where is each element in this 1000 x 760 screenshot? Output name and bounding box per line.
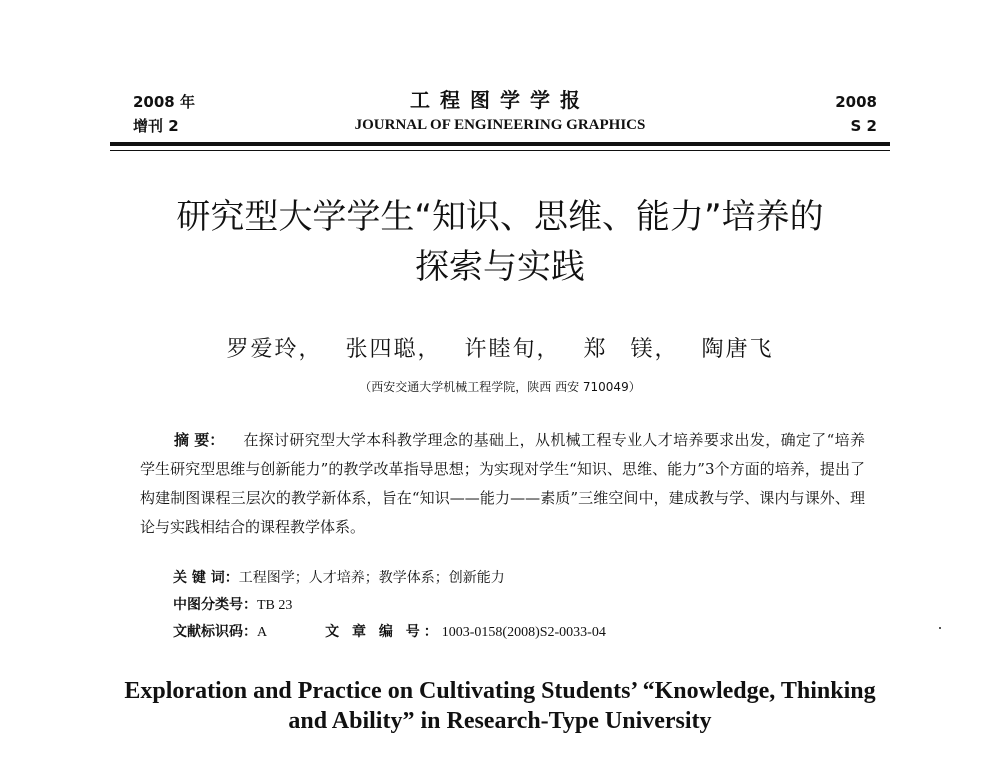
paper-title-en-line2: and Ability” in Research-Type University — [288, 708, 712, 734]
header-right — [835, 90, 877, 138]
header-year-cn: 2008 年 — [133, 93, 195, 111]
clc-row — [173, 592, 606, 619]
paper-title-cn-line2: 探索与实践 — [415, 247, 585, 287]
author: 许睦旬， — [464, 337, 561, 362]
paper-title-en-line1: Exploration and Practice on Cultivating Students’ “Knowledge, Thinking — [124, 678, 876, 704]
doc-code-label: 文献标识码： — [173, 624, 257, 640]
journal-title-en: JOURNAL OF ENGINEERING GRAPHICS — [354, 117, 646, 133]
header-issue-cn: 增刊 2 — [133, 117, 179, 135]
article-metadata — [173, 565, 606, 646]
doc-code-row — [173, 619, 606, 646]
header-rule-thick — [110, 142, 890, 146]
author: 张四聪， — [345, 337, 442, 362]
abstract-text: 在探讨研究型大学本科教学理念的基础上，从机械工程专业人才培养要求出发，确定了“培养学生研究型思维与创新能力”的教学改革指导思想；为实现对学生“知识、思维、能力”3个方面的培养，提出了构建制图课程三层次的教学新体系，旨在“知识——能力——素质”三维空间中，建成教与学、课内与课外、理论与实践相结合的课程教学体系。 — [140, 431, 865, 536]
article-no-value: 1003-0158(2008)S2-0033-04 — [441, 625, 606, 640]
header-left — [133, 90, 195, 138]
header-rule-thin — [110, 150, 890, 151]
paper-title-en — [90, 676, 910, 736]
keywords-row — [173, 565, 606, 592]
keywords-label: 关 键 词： — [173, 570, 239, 586]
header-issue: S 2 — [850, 117, 877, 135]
paper-title-cn-line1: 研究型大学学生“知识、思维、能力”培养的 — [176, 197, 824, 237]
journal-masthead — [300, 86, 700, 136]
author: 郑 镁， — [583, 337, 679, 362]
paper-title-cn — [100, 192, 900, 292]
author: 陶唐飞 — [701, 337, 774, 362]
keywords-value: 工程图学；人才培养；教学体系；创新能力 — [238, 570, 505, 586]
abstract-label: 摘 要： — [174, 431, 225, 449]
abstract — [140, 426, 865, 542]
doc-code-value: A — [257, 625, 268, 640]
journal-title-cn: 工程图学学报 — [410, 88, 590, 112]
article-no-label: 文 章 编 号： — [325, 624, 442, 640]
affiliation: （西安交通大学机械工程学院，陕西 西安 710049） — [359, 380, 641, 394]
author: 罗爱玲， — [226, 337, 323, 362]
scan-speck — [939, 627, 941, 629]
clc-value: TB 23 — [257, 598, 293, 613]
header-year: 2008 — [835, 93, 877, 111]
clc-label: 中图分类号： — [173, 597, 257, 613]
author-list — [200, 332, 800, 363]
